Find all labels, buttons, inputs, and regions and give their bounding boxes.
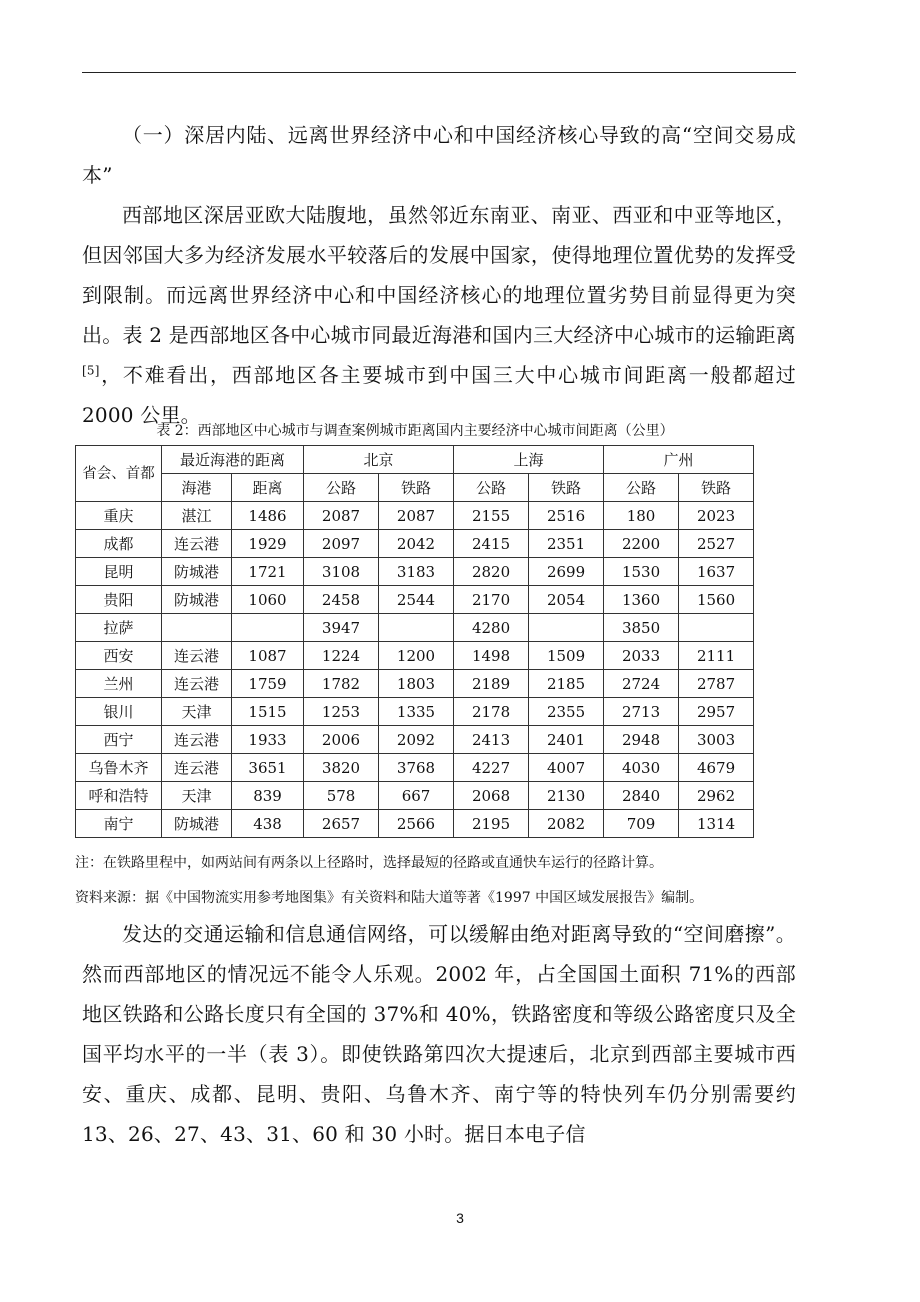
cell-guangzhou-rail: 2962 xyxy=(679,782,754,810)
table-body xyxy=(76,502,754,838)
cell-shanghai-road: 2189 xyxy=(454,670,529,698)
cell-city: 成都 xyxy=(76,530,162,558)
cell-beijing-rail xyxy=(379,614,454,642)
cell-guangzhou-road: 2033 xyxy=(604,642,679,670)
cell-city: 南宁 xyxy=(76,810,162,838)
cell-guangzhou-rail xyxy=(679,614,754,642)
table-note: 注：在铁路里程中，如两站间有两条以上径路时，选择最短的径路或直通快车运行的径路计算。 xyxy=(75,855,663,871)
cell-port-distance: 3651 xyxy=(232,754,304,782)
cell-port: 连云港 xyxy=(162,670,232,698)
cell-city: 西安 xyxy=(76,642,162,670)
cell-beijing-road: 2087 xyxy=(304,502,379,530)
subheader-road-beijing: 公路 xyxy=(304,474,379,502)
table-row xyxy=(76,698,754,726)
table-row xyxy=(76,642,754,670)
cell-guangzhou-rail: 1637 xyxy=(679,558,754,586)
cell-shanghai-rail: 2054 xyxy=(529,586,604,614)
cell-shanghai-road: 2413 xyxy=(454,726,529,754)
subheader-distance: 距离 xyxy=(232,474,304,502)
cell-shanghai-rail: 2082 xyxy=(529,810,604,838)
cell-city: 昆明 xyxy=(76,558,162,586)
cell-shanghai-rail: 2699 xyxy=(529,558,604,586)
cell-city: 拉萨 xyxy=(76,614,162,642)
cell-beijing-rail: 1335 xyxy=(379,698,454,726)
cell-port-distance: 1721 xyxy=(232,558,304,586)
citation-ref[interactable]: [5] xyxy=(82,363,100,378)
cell-city: 贵阳 xyxy=(76,586,162,614)
cell-shanghai-road: 2068 xyxy=(454,782,529,810)
header-guangzhou: 广州 xyxy=(604,446,754,474)
cell-guangzhou-road: 4030 xyxy=(604,754,679,782)
cell-port-distance: 1759 xyxy=(232,670,304,698)
cell-beijing-road: 2458 xyxy=(304,586,379,614)
cell-guangzhou-road: 2840 xyxy=(604,782,679,810)
cell-beijing-rail: 3768 xyxy=(379,754,454,782)
cell-guangzhou-rail: 1560 xyxy=(679,586,754,614)
table-row xyxy=(76,726,754,754)
cell-city: 乌鲁木齐 xyxy=(76,754,162,782)
paragraph-2 xyxy=(82,914,796,1154)
cell-guangzhou-rail: 2957 xyxy=(679,698,754,726)
cell-guangzhou-road: 709 xyxy=(604,810,679,838)
paragraph-2-text: 发达的交通运输和信息通信网络，可以缓解由绝对距离导致的“空间磨擦”。然而西部地区的情况远不能令人乐观。2002 年，占全国国土面积 71%的西部地区铁路和公路长度只有全国的 37%和 40%，铁路密度和等级公路密度只及全国平均水平的一半（表 3）。即使铁路第四次大提速后，北京到西部主要城市西安、重庆、成都、昆明、贵阳、乌鲁木齐、南宁等的特快列车仍分别需要约 13、26、27、43、31、60 和 30 小时。据日本电子信 xyxy=(82,922,796,1146)
subheader-road-guangzhou: 公路 xyxy=(604,474,679,502)
cell-port-distance: 1060 xyxy=(232,586,304,614)
cell-beijing-road: 2097 xyxy=(304,530,379,558)
cell-port-distance: 438 xyxy=(232,810,304,838)
cell-shanghai-rail: 2516 xyxy=(529,502,604,530)
paragraph-1-text: 西部地区深居亚欧大陆腹地，虽然邻近东南亚、南亚、西亚和中亚等地区，但因邻国大多为经济发展水平较落后的发展中国家，使得地理位置优势的发挥受到限制。而远离世界经济中心和中国经济核心的地理位置劣势目前显得更为突出。表 2 是西部地区各中心城市同最近海港和国内三大经济中心城市的运输距离 xyxy=(82,203,796,347)
cell-shanghai-road: 2178 xyxy=(454,698,529,726)
table-row xyxy=(76,502,754,530)
table-source: 资料来源：据《中国物流实用参考地图集》有关资料和陆大道等著《1997 中国区域发展报告》编制。 xyxy=(75,890,704,906)
cell-shanghai-road: 2820 xyxy=(454,558,529,586)
paragraph-1 xyxy=(82,195,796,435)
cell-port: 连云港 xyxy=(162,754,232,782)
cell-port: 湛江 xyxy=(162,502,232,530)
cell-port: 防城港 xyxy=(162,586,232,614)
cell-shanghai-road: 2195 xyxy=(454,810,529,838)
header-rule xyxy=(82,72,796,73)
cell-port: 防城港 xyxy=(162,558,232,586)
cell-city: 西宁 xyxy=(76,726,162,754)
cell-beijing-rail: 2092 xyxy=(379,726,454,754)
cell-shanghai-road: 2170 xyxy=(454,586,529,614)
cell-port-distance: 1486 xyxy=(232,502,304,530)
cell-beijing-road: 3820 xyxy=(304,754,379,782)
table-row xyxy=(76,754,754,782)
table-row xyxy=(76,810,754,838)
cell-beijing-rail: 3183 xyxy=(379,558,454,586)
cell-port: 连云港 xyxy=(162,642,232,670)
cell-shanghai-rail xyxy=(529,614,604,642)
cell-beijing-rail: 2042 xyxy=(379,530,454,558)
cell-shanghai-road: 4227 xyxy=(454,754,529,782)
cell-shanghai-road: 1498 xyxy=(454,642,529,670)
page-number: 3 xyxy=(456,1210,464,1226)
cell-shanghai-road: 2155 xyxy=(454,502,529,530)
table-row xyxy=(76,558,754,586)
table-row xyxy=(76,530,754,558)
table-row xyxy=(76,670,754,698)
cell-beijing-rail: 2566 xyxy=(379,810,454,838)
table-caption: 表 2：西部地区中心城市与调查案例城市距离国内主要经济中心城市间距离（公里） xyxy=(156,423,674,439)
subheader-rail-beijing: 铁路 xyxy=(379,474,454,502)
cell-beijing-road: 2006 xyxy=(304,726,379,754)
cell-guangzhou-rail: 3003 xyxy=(679,726,754,754)
cell-port xyxy=(162,614,232,642)
table-row xyxy=(76,586,754,614)
cell-beijing-road: 1224 xyxy=(304,642,379,670)
cell-beijing-rail: 2087 xyxy=(379,502,454,530)
cell-city: 银川 xyxy=(76,698,162,726)
cell-port-distance: 1087 xyxy=(232,642,304,670)
cell-port: 连云港 xyxy=(162,530,232,558)
cell-guangzhou-road: 1360 xyxy=(604,586,679,614)
cell-shanghai-road: 4280 xyxy=(454,614,529,642)
subheader-rail-guangzhou: 铁路 xyxy=(679,474,754,502)
cell-city: 呼和浩特 xyxy=(76,782,162,810)
cell-shanghai-rail: 2351 xyxy=(529,530,604,558)
table-row xyxy=(76,614,754,642)
cell-port: 天津 xyxy=(162,782,232,810)
subheader-road-shanghai: 公路 xyxy=(454,474,529,502)
cell-city: 兰州 xyxy=(76,670,162,698)
cell-shanghai-rail: 2355 xyxy=(529,698,604,726)
cell-guangzhou-rail: 2023 xyxy=(679,502,754,530)
section-heading-text: （一）深居内陆、远离世界经济中心和中国经济核心导致的高“空间交易成本” xyxy=(82,123,796,187)
cell-port: 连云港 xyxy=(162,726,232,754)
header-city: 省会、首都 xyxy=(76,446,162,502)
header-port: 最近海港的距离 xyxy=(162,446,304,474)
cell-guangzhou-road: 180 xyxy=(604,502,679,530)
cell-port-distance xyxy=(232,614,304,642)
cell-port-distance: 1515 xyxy=(232,698,304,726)
cell-beijing-road: 3947 xyxy=(304,614,379,642)
cell-shanghai-road: 2415 xyxy=(454,530,529,558)
cell-beijing-rail: 667 xyxy=(379,782,454,810)
table-header-row xyxy=(76,446,754,474)
cell-port: 天津 xyxy=(162,698,232,726)
cell-beijing-rail: 1200 xyxy=(379,642,454,670)
cell-port-distance: 1929 xyxy=(232,530,304,558)
cell-guangzhou-road: 3850 xyxy=(604,614,679,642)
header-shanghai: 上海 xyxy=(454,446,604,474)
cell-guangzhou-rail: 2111 xyxy=(679,642,754,670)
section-heading xyxy=(82,115,796,195)
subheader-port-name: 海港 xyxy=(162,474,232,502)
cell-guangzhou-road: 1530 xyxy=(604,558,679,586)
cell-beijing-road: 3108 xyxy=(304,558,379,586)
cell-guangzhou-rail: 1314 xyxy=(679,810,754,838)
cell-guangzhou-rail: 2527 xyxy=(679,530,754,558)
cell-beijing-rail: 2544 xyxy=(379,586,454,614)
paragraph-1-text-continued: ，不难看出，西部地区各主要城市到中国三大中心城市间距离一般都超过 2000 公里。 xyxy=(82,363,796,427)
header-beijing: 北京 xyxy=(304,446,454,474)
cell-guangzhou-road: 2724 xyxy=(604,670,679,698)
cell-shanghai-rail: 4007 xyxy=(529,754,604,782)
cell-guangzhou-rail: 4679 xyxy=(679,754,754,782)
cell-shanghai-rail: 2401 xyxy=(529,726,604,754)
subheader-rail-shanghai: 铁路 xyxy=(529,474,604,502)
cell-shanghai-rail: 2185 xyxy=(529,670,604,698)
cell-beijing-road: 1782 xyxy=(304,670,379,698)
cell-beijing-road: 578 xyxy=(304,782,379,810)
cell-beijing-road: 2657 xyxy=(304,810,379,838)
cell-port-distance: 839 xyxy=(232,782,304,810)
cell-guangzhou-rail: 2787 xyxy=(679,670,754,698)
cell-port: 防城港 xyxy=(162,810,232,838)
cell-shanghai-rail: 2130 xyxy=(529,782,604,810)
cell-guangzhou-road: 2200 xyxy=(604,530,679,558)
distance-table xyxy=(75,445,754,838)
cell-guangzhou-road: 2948 xyxy=(604,726,679,754)
cell-port-distance: 1933 xyxy=(232,726,304,754)
table-row xyxy=(76,782,754,810)
cell-guangzhou-road: 2713 xyxy=(604,698,679,726)
cell-shanghai-rail: 1509 xyxy=(529,642,604,670)
table-subheader-row xyxy=(76,474,754,502)
cell-beijing-rail: 1803 xyxy=(379,670,454,698)
cell-beijing-road: 1253 xyxy=(304,698,379,726)
cell-city: 重庆 xyxy=(76,502,162,530)
